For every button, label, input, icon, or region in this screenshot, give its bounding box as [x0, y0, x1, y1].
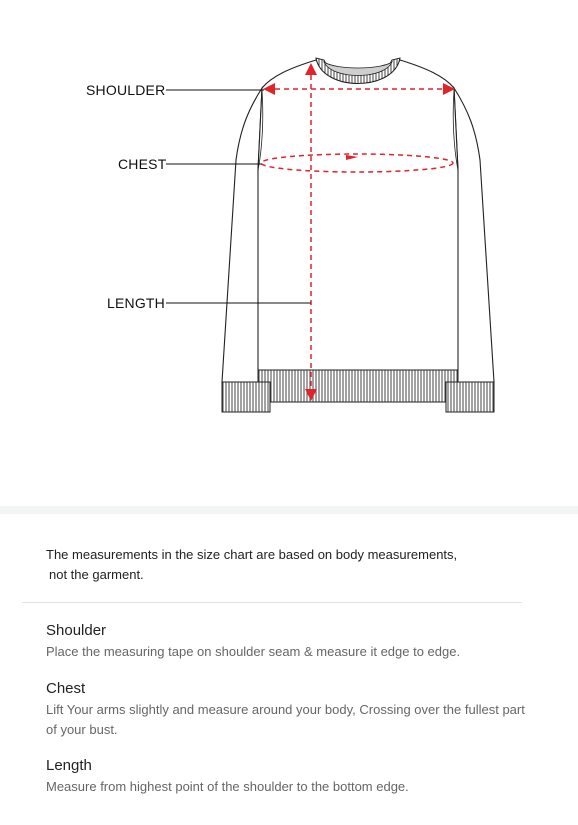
- guide-title: Length: [46, 757, 92, 774]
- section-separator-band: [0, 506, 578, 514]
- guide-description: Lift Your arms slightly and measure around your body, Crossing over the fullest part of your bust.: [46, 702, 525, 737]
- intro-line-2: not the garment.: [49, 567, 144, 582]
- sweater-body: [258, 60, 458, 370]
- length-label: LENGTH: [107, 295, 165, 311]
- guide-description: Measure from highest point of the shoulder to the bottom edge.: [46, 779, 409, 794]
- left-cuff: [222, 382, 270, 412]
- chest-label: CHEST: [118, 156, 167, 172]
- guide-title: Chest: [46, 680, 86, 697]
- divider: [22, 602, 522, 603]
- guide-item-shoulder: [46, 622, 526, 662]
- guide-item-chest: [46, 680, 526, 740]
- guide-item-length: [46, 757, 526, 797]
- intro-note: [46, 545, 516, 585]
- hem-ribbing: [258, 370, 458, 402]
- right-cuff: [446, 382, 494, 412]
- intro-line-1: The measurements in the size chart are based on body measurements,: [46, 547, 458, 562]
- guide-title: Shoulder: [46, 622, 107, 639]
- shoulder-label: SHOULDER: [86, 82, 166, 98]
- guide-description: Place the measuring tape on shoulder seam & measure it edge to edge.: [46, 644, 461, 659]
